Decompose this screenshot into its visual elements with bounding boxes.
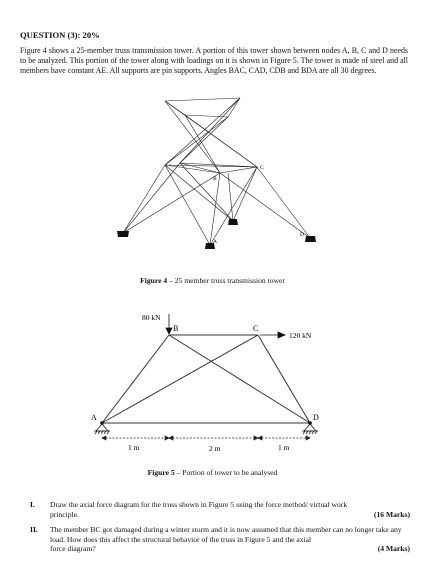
tower-node-c: C	[260, 165, 264, 171]
load-label-c: 120 kN	[289, 331, 312, 340]
truss-node-a: A	[91, 413, 97, 422]
dimension-line	[102, 436, 310, 440]
task-text-end: principle.	[50, 509, 79, 519]
figure5-caption	[0, 468, 425, 477]
truss-node-c: C	[253, 324, 259, 333]
member-cd	[258, 335, 310, 423]
task-number: II.	[30, 525, 38, 535]
dimension-2: 2 m	[209, 444, 221, 453]
truss-figure	[85, 305, 335, 455]
task-marks: (16 Marks)	[373, 509, 410, 519]
task-body	[50, 500, 410, 519]
task-body	[50, 525, 410, 554]
task-list	[20, 500, 410, 560]
dimension-3: 1 m	[278, 443, 290, 452]
tower-node-a: A	[213, 239, 217, 245]
truss-node-b: B	[173, 324, 179, 333]
tower-figure	[110, 93, 325, 263]
task-item-2	[20, 525, 410, 554]
load-arrow-b	[166, 314, 172, 334]
task-item-1	[20, 500, 410, 519]
figure5-caption-label: Figure 5	[147, 468, 175, 477]
tower-node-d: D	[300, 232, 304, 238]
task-text: The member BC got damaged during a winter storm and it is now assumed that this member can no longer take any load. How does this affect the structural behavior of the truss in Figure 5 and the axial	[50, 525, 402, 544]
load-arrow-c	[260, 332, 285, 338]
truss-node-d: D	[313, 413, 319, 422]
dimension-1: 1 m	[128, 443, 140, 452]
tower-support-d	[305, 236, 316, 242]
load-label-b: 80 kN	[142, 313, 161, 322]
figure5-caption-text: – Portion of tower to be analysed	[174, 468, 278, 477]
tower-support-left	[117, 231, 129, 237]
member-bd	[169, 335, 310, 423]
task-number: I.	[30, 500, 35, 509]
task-marks: (4 Marks)	[377, 544, 410, 554]
figure4-caption	[0, 276, 425, 285]
tower-node-b: B	[213, 176, 217, 182]
member-ab	[102, 335, 169, 423]
question-heading: QUESTION (3): 20%	[20, 30, 100, 40]
member-ac	[102, 335, 258, 423]
task-text: Draw the axial force diagram for the truss shown in Figure 5 using the force method/ virtual work	[50, 500, 348, 509]
tower-support-rear	[228, 219, 238, 225]
figure4-caption-text: – 25 member truss transmission tower	[167, 276, 285, 285]
question-intro: Figure 4 shows a 25-member truss transmission tower. A portion of this tower shown between nodes A, B, C and D needs to be analyzed. This portion of the tower along with loadings on it is shown in Figure 5. The tower is made of steel and all members have constant AE. All supports are pin supports. Angles BAC, CAD, CDB and BDA are all 30 degrees.	[20, 46, 408, 76]
task-text-end: force diagram?	[50, 544, 96, 554]
figure4-caption-label: Figure 4	[140, 276, 168, 285]
